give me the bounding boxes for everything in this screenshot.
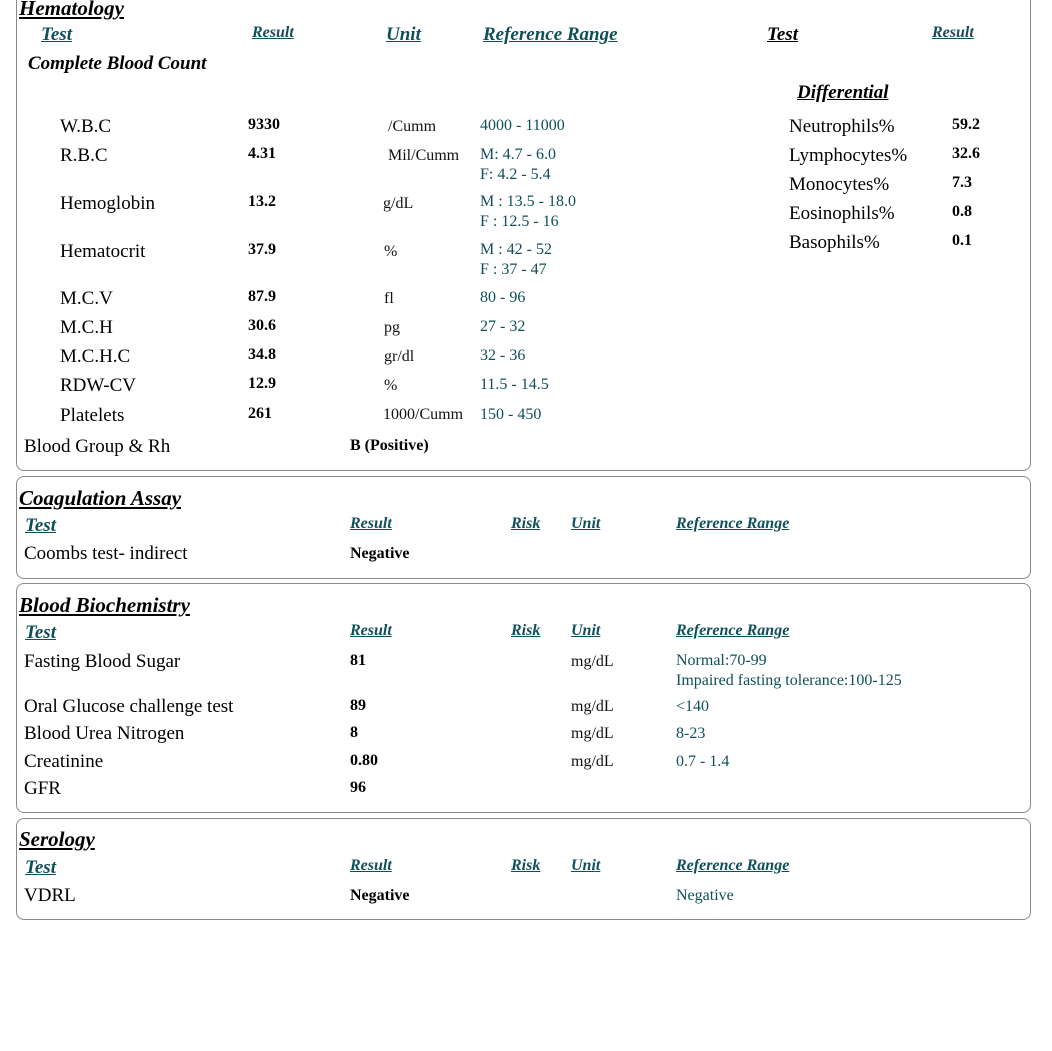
header-test: Test [25,857,56,878]
test-name: Hemoglobin [60,193,155,214]
header-unit: Unit [571,515,601,532]
test-unit: % [384,377,398,394]
test-unit: pg [384,319,400,336]
test-reference: 80 - 96 [480,289,526,306]
test-result: 8 [350,724,358,741]
test-name: Oral Glucose challenge test [24,696,234,717]
header-reference-range: Reference Range [483,24,618,45]
differential-result: 7.3 [952,174,972,191]
test-result: 13.2 [248,193,276,210]
test-reference: <140 [676,698,710,715]
test-reference-line2: F : 12.5 - 16 [480,213,559,230]
differential-result: 59.2 [952,116,980,133]
test-name: Creatinine [24,751,104,772]
test-unit: mg/dL [571,698,614,715]
test-result: 30.6 [248,317,276,334]
test-result: 81 [350,652,366,669]
header-result: Result [350,515,392,532]
test-result: 34.8 [248,346,276,363]
test-reference: Negative [676,887,734,904]
differential-test: Basophils% [789,232,880,253]
header-test: Test [25,515,56,536]
test-name: Blood Urea Nitrogen [24,723,185,744]
test-unit: mg/dL [571,725,614,742]
test-name: Hematocrit [60,241,146,262]
test-unit: 1000/Cumm [383,406,464,423]
test-name: VDRL [24,885,76,906]
header-test-differential: Test [767,24,798,45]
differential-result: 0.8 [952,203,972,220]
test-unit: gr/dl [384,348,415,365]
header-unit: Unit [571,622,601,639]
test-unit: g/dL [383,195,414,212]
test-name: Coombs test- indirect [24,543,188,564]
test-reference: 8-23 [676,725,706,742]
blood-group-label: Blood Group & Rh [24,436,171,457]
test-reference: 32 - 36 [480,347,526,364]
coagulation-title: Coagulation Assay [19,486,182,510]
test-name: Fasting Blood Sugar [24,651,181,672]
test-result: 4.31 [248,145,276,162]
differential-result: 0.1 [952,232,972,249]
test-reference: 4000 - 11000 [480,117,565,134]
differential-test: Eosinophils% [789,203,895,224]
test-unit: /Cumm [388,118,437,135]
header-result: Result [350,622,392,639]
test-result: 96 [350,779,366,796]
test-unit: fl [384,290,394,307]
test-name: R.B.C [60,145,108,166]
test-reference: M: 4.7 - 6.0 [480,146,556,163]
differential-test: Lymphocytes% [789,145,908,166]
differential-test: Neutrophils% [789,116,895,137]
header-reference-range: Reference Range [676,622,790,639]
test-reference: 150 - 450 [480,406,542,423]
test-name: GFR [24,778,61,799]
blood-group-result: B (Positive) [350,437,429,454]
header-risk: Risk [511,622,541,639]
test-result: Negative [350,545,410,562]
test-reference: M : 42 - 52 [480,241,552,258]
test-result: 12.9 [248,375,276,392]
test-unit: mg/dL [571,653,614,670]
differential-result: 32.6 [952,145,980,162]
test-result: 89 [350,697,366,714]
test-result: 87.9 [248,288,276,305]
test-name: RDW-CV [60,375,136,396]
header-result: Result [350,857,392,874]
test-reference: M : 13.5 - 18.0 [480,193,576,210]
test-result: 0.80 [350,752,378,769]
test-result: 9330 [248,116,280,133]
differential-test: Monocytes% [789,174,890,195]
header-reference-range: Reference Range [676,515,790,532]
test-result: Negative [350,887,410,904]
header-risk: Risk [511,515,541,532]
hematology-title: Hematology [19,0,124,20]
test-name: Platelets [60,405,125,426]
header-risk: Risk [511,857,541,874]
test-unit: % [384,243,398,260]
test-reference-line2: F : 37 - 47 [480,261,547,278]
test-reference: 0.7 - 1.4 [676,753,730,770]
test-name: M.C.H [60,317,113,338]
test-reference: 11.5 - 14.5 [480,376,549,393]
test-reference: 27 - 32 [480,318,526,335]
test-name: W.B.C [60,116,112,137]
test-reference-line2: F: 4.2 - 5.4 [480,166,551,183]
header-test: Test [25,622,56,643]
header-test: Test [41,24,72,45]
test-result: 261 [248,405,272,422]
header-unit: Unit [571,857,601,874]
header-result-differential: Result [932,24,974,41]
subtitle-complete-blood-count: Complete Blood Count [28,53,207,74]
test-reference-line2: Impaired fasting tolerance:100-125 [676,672,902,689]
header-result: Result [252,24,294,41]
test-unit: mg/dL [571,753,614,770]
header-unit: Unit [386,24,421,45]
header-reference-range: Reference Range [676,857,790,874]
test-reference: Normal:70-99 [676,652,767,669]
differential-title: Differential [797,82,889,103]
test-name: M.C.H.C [60,346,131,367]
test-unit: Mil/Cumm [388,147,460,164]
serology-title: Serology [19,827,95,851]
biochemistry-title: Blood Biochemistry [19,593,190,617]
test-name: M.C.V [60,288,113,309]
test-result: 37.9 [248,241,276,258]
